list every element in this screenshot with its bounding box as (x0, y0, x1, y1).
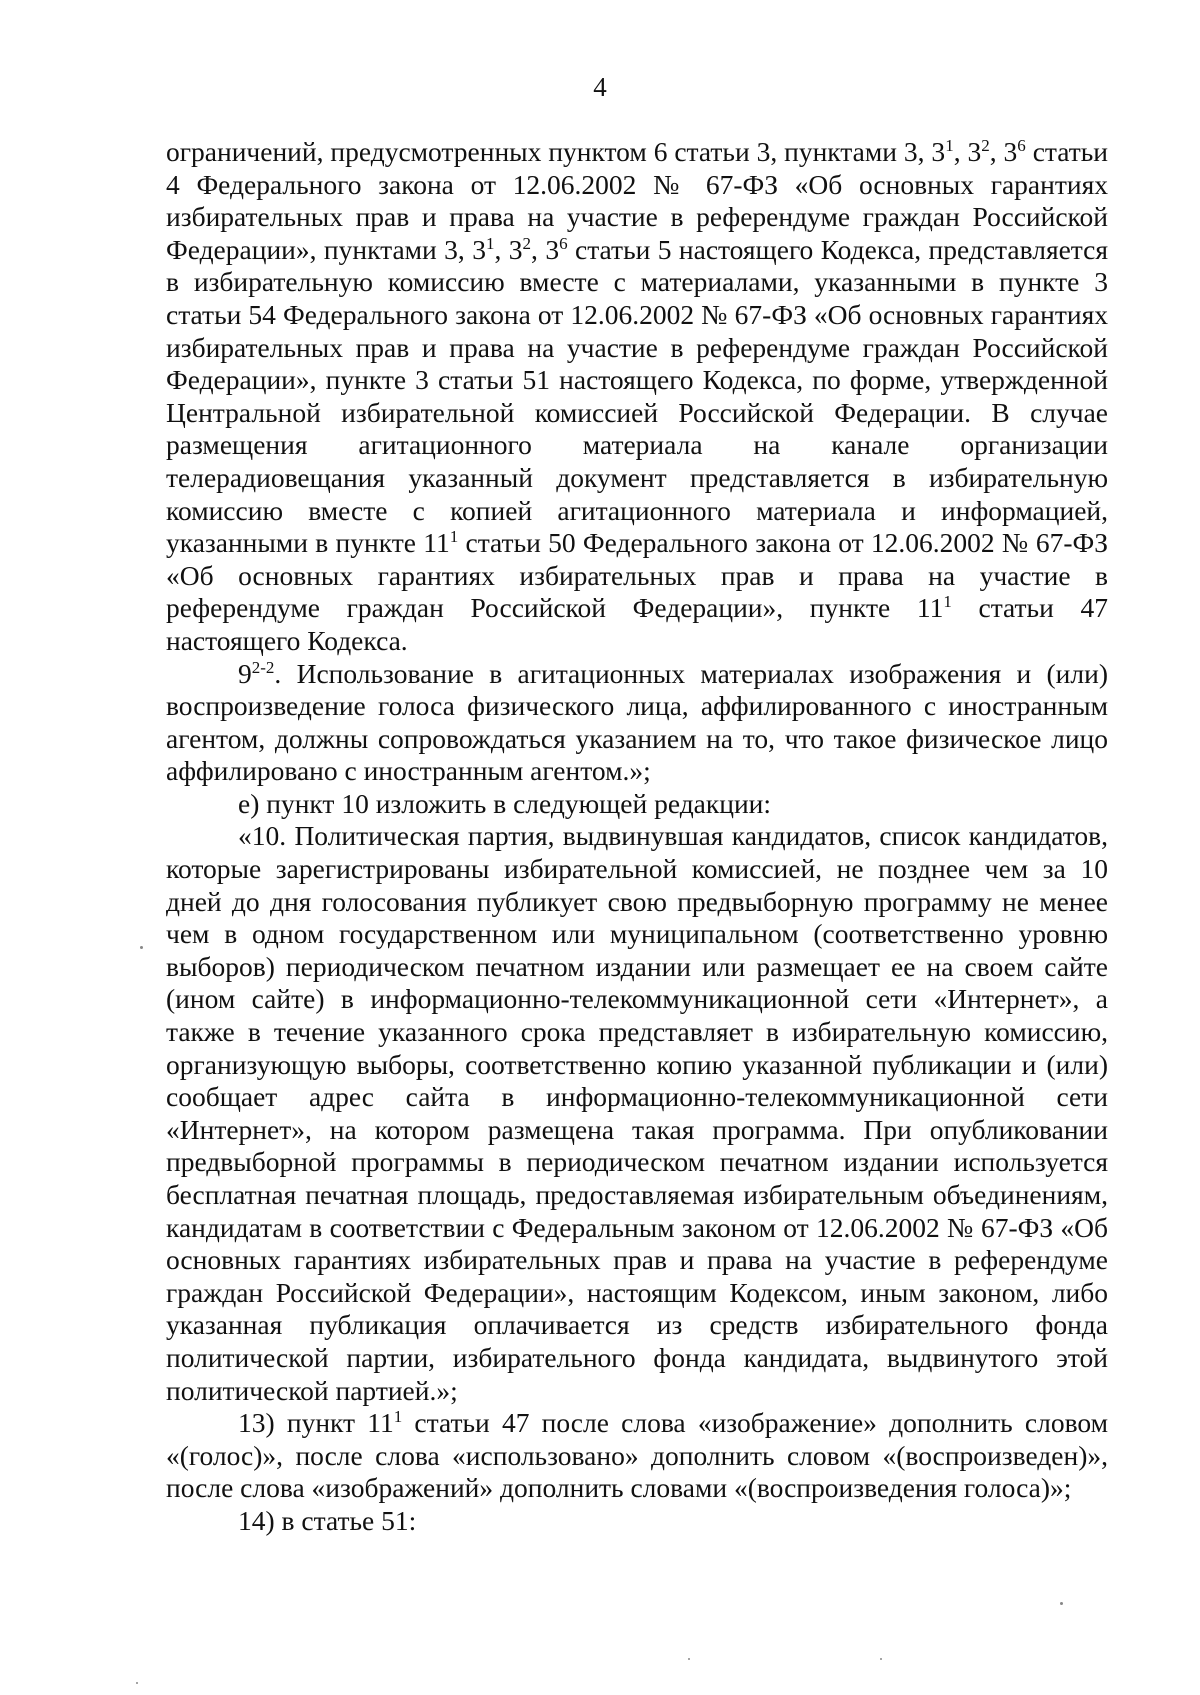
paragraph-p3 (166, 788, 1108, 821)
text-run: статьи 47 после слова «изображение» дополнить словом «(голос)», после слова «использовано» дополнить словом «(воспроизведен)», после слова «изображений» дополнить словами «(воспроизведения голоса)»; (166, 1407, 1108, 1504)
text-run: 9 (238, 657, 252, 689)
superscript: 1 (945, 135, 954, 155)
text-run: статьи 47 настоящего Кодекса. (166, 592, 1108, 656)
superscript: 6 (559, 233, 568, 253)
document-body (166, 136, 1108, 1538)
paragraph-p2 (166, 658, 1108, 788)
superscript: 2 (522, 233, 532, 253)
text-run: 14) в статье 51: (238, 1504, 417, 1536)
superscript: 1 (943, 592, 952, 612)
scan-speck (136, 1682, 138, 1684)
superscript: 1 (393, 1407, 403, 1426)
scan-speck (1060, 1602, 1063, 1605)
superscript: 1 (485, 233, 495, 253)
text-run: статьи 50 Федерального закона от 12.06.2002 № 67-ФЗ «Об основных гарантиях избирательных прав и права на участие в референдуме граждан Российской Федерации», пункте 11 (166, 527, 1108, 624)
text-run: ограничений, предусмотренных пунктом 6 статьи 3, пунктами 3, 3 (166, 136, 946, 167)
text-run: 13) пункт 11 (238, 1407, 394, 1439)
text-run: . Использование в агитационных материалах изображения и (или) воспроизведение голоса физического лица, аффилированного с иностранным агентом, должны сопровождаться указанием на то, что такое физическое лицо аффилировано с иностранным агентом.»; (166, 657, 1108, 787)
paragraph-p1 (166, 136, 1108, 658)
paragraph-p5 (166, 1407, 1108, 1505)
paragraph-p4 (166, 820, 1108, 1407)
scan-speck (688, 1658, 690, 1660)
text-run: , 3 (953, 136, 982, 167)
text-run: статьи 4 Федерального закона от 12.06.2002 № 67-ФЗ «Об основных гарантиях избирательных прав и права на участие в референдуме граждан Российской Федерации», пунктами 3, 3 (166, 136, 1109, 265)
text-run: , 3 (531, 233, 560, 265)
superscript: 2 (981, 135, 990, 155)
text-run: статьи 5 настоящего Кодекса, представляется в избирательную комиссию вместе с материалами, указанными в пункте 3 статьи 54 Федерального закона от 12.06.2002 № 67-ФЗ «Об основных гарантиях избирательных прав и права на участие в референдуме граждан Российской Федерации», пункте 3 статьи 51 настоящего Кодекса, по форме, утвержденной Центральной избирательной комиссией Российской Федерации. В случае размещения агитационного материала на канале организации телерадиовещания указанный документ представляется в избирательную комиссию вместе с копией агитационного материала и информацией, указанными в пункте 11 (166, 233, 1109, 559)
paragraph-p6 (166, 1505, 1108, 1538)
scan-speck (140, 946, 143, 949)
text-run: , 3 (989, 136, 1018, 167)
scan-speck (880, 1658, 882, 1660)
page-number: 4 (593, 72, 607, 102)
superscript: 2-2 (251, 657, 275, 677)
superscript: 6 (1017, 135, 1026, 155)
text-run: «10. Политическая партия, выдвинувшая кандидатов, список кандидатов, которые зарегистрированы избирательной комиссией, не позднее чем за 10 дней до дня голосования публикует свою предвыборную программу не менее чем в одном государственном или муниципальном (соответственно уровню выборов) периодическом печатном издании или размещает ее на своем сайте (ином сайте) в информационно-телекоммуникационной сети «Интернет», а также в течение указанного срока представляет в избирательную комиссию, организующую выборы, соответственно копию указанной публикации и (или) сообщает адрес сайта в информационно-телекоммуникационной сети «Интернет», на котором размещена такая программа. При опубликовании предвыборной программы в периодическом печатном издании используется бесплатная печатная площадь, предоставляемая избирательным объединениям, кандидатам в соответствии с Федеральным законом от 12.06.2002 № 67-ФЗ «Об основных гарантиях избирательных прав и права на участие в референдуме граждан Российской Федерации», настоящим Кодексом, иным законом, либо указанная публикация оплачивается из средств избирательного фонда политической партии, избирательного фонда кандидата, выдвинутого этой политической партией.»; (166, 820, 1108, 1406)
superscript: 1 (449, 526, 459, 546)
text-run: е) пункт 10 изложить в следующей редакции: (238, 787, 772, 819)
text-run: , 3 (494, 233, 523, 265)
